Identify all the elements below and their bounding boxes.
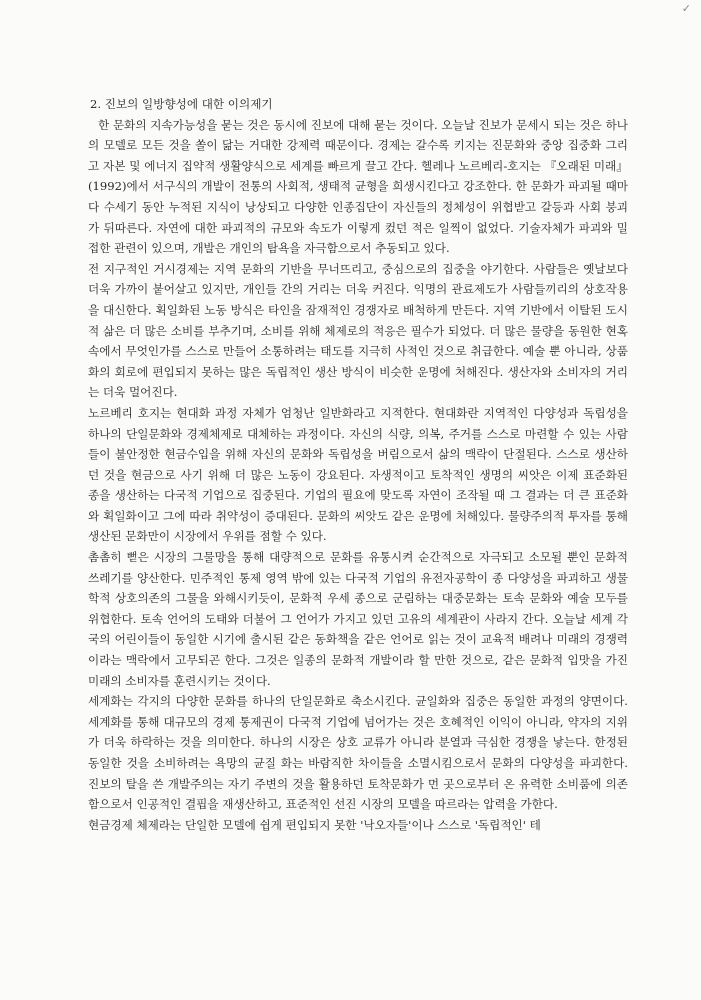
section-heading: 2. 진보의 일방향성에 대한 이의제기 — [90, 97, 273, 111]
document-body — [88, 94, 628, 835]
corner-check-mark: ✓ — [681, 2, 691, 15]
paragraph-5: 세계화는 각지의 다양한 문화를 하나의 단일문화로 축소시킨다. 균일화와 집중은 동일한 과정의 양면이다. 세계화를 통해 대규모의 경제 통제권이 다국적 기업에 넘어가는 것은 호혜적인 이익이 아니라, 약자의 지위가 더욱 하락하는 것을 의미한다. 하나의 시장은 상호 교류가 아니라 분열과 극심한 경쟁을 낳는다. 한정된 동일한 것을 소비하려는 욕망의 균질 화는 바람직한 차이들을 소멸시킴으로서 문화의 다양성을 파괴한다. 진보의 탈을 쓴 개발주의는 자기 주변의 것을 활용하던 토착문화가 먼 곳으로부터 온 유력한 소비품에 의존함으로서 인공적인 결핍을 재생산하고, 표준적인 선진 시장의 모델을 따르라는 압력을 가한다. — [88, 694, 628, 812]
paragraph-2: 전 지구적인 거시경제는 지역 문화의 기반을 무너뜨리고, 중심으로의 집중을 야기한다. 사람들은 옛날보다 더욱 가까이 붙어살고 있지만, 개인들 간의 거리는 더욱 커진다. 익명의 관료제도가 사람들끼리의 상호작용을 대신한다. 획일화된 노동 방식은 타인을 잠재적인 경쟁자로 배척하게 만든다. 지역 기반에서 이탈된 도시적 삶은 더 많은 소비를 부추기며, 소비를 위해 체제로의 적응은 필수가 되었다. 더 많은 물량을 동원한 현혹 속에서 무엇인가를 스스로 만들어 소통하려는 태도를 지극히 사적인 것으로 취급한다. 예술 뿐 아니라, 상품화의 회로에 편입되지 못하는 많은 독립적인 생산 방식이 비슷한 운명에 처해진다. 생산자와 소비자의 거리는 더욱 멀어진다. — [88, 261, 628, 400]
paragraph-1: 한 문화의 지속가능성을 묻는 것은 동시에 진보에 대해 묻는 것이다. 오늘날 진보가 문세시 되는 것은 하나의 모델로 모든 것을 쏠이 닮는 거대한 강제력 때문이다. 경제는 갈수록 키지는 진문화와 중앙 집중화 그리고 자본 및 에너지 집약적 생활양식으로 세계를 빠르게 끌고 간다. 헬레나 노르베리-호지는 『오래된 미래』(1992)에서 서구식의 개발이 전통의 사회적, 생태적 균형을 희생시킨다고 강조한다. 한 문화가 파괴될 때마다 수세기 동안 누적된 지식이 낭상되고 다양한 인종집단이 자신들의 정체성이 위협받고 갈등과 사회 붕괴가 뒤따른다. 자연에 대한 파괴적의 규모와 속도가 이렇게 컸던 적은 일찍이 없었다. 기술자체가 파괴와 밀접한 관련이 있으며, 개발은 개인의 탐욕을 자극함으로서 추동되고 있다. — [88, 117, 628, 256]
paragraph-4: 촘촘히 뻗은 시장의 그물망을 통해 대량적으로 문화를 유통시켜 순간적으로 자극되고 소모될 뿐인 문화적 쓰레기를 양산한다. 민주적인 통제 영역 밖에 있는 다국적 기업의 유전자공학이 종 다양성을 파괴하고 생물학적 상호의존의 그물을 와해시키듯이, 문화적 우세 종으로 군림하는 대중문화는 토속 문화와 예술 모두를 위협한다. 토속 언어의 도태와 더불어 그 언어가 가지고 있던 고유의 세계관이 사라지 간다. 오늘날 세계 각국의 어린이들이 동일한 시기에 출시된 같은 동화책을 같은 언어로 읽는 것이 교육적 배려나 미래의 경쟁력이라는 맥락에서 고무되곤 한다. 그것은 일종의 문화적 개발이라 할 만한 것으로, 같은 문화적 입맛을 가진 미래의 소비자를 훈련시키는 것이다. — [88, 550, 628, 688]
paragraph-3: 노르베리 호지는 현대화 과정 자체가 엄청난 일반화라고 지적한다. 현대화란 지역적인 다양성과 독립성을 하나의 단일문화와 경제체제로 대체하는 과정이다. 자신의 식량, 의복, 주거를 스스로 마련할 수 있는 사람들이 불안정한 현금수입을 위해 자신의 문화와 독립성을 버림으로서 삶의 맥락이 단절된다. 스스로 생산하던 것을 현금으로 사기 위해 더 많은 노동이 강요된다. 자생적이고 토착적인 생명의 씨앗은 이제 표준화된 종을 생산하는 다국적 기업으로 집중된다. 기업의 필요에 맞도록 자연이 조작될 때 그 결과는 더 큰 표준화와 획일화이고 그에 따라 취약성이 증대된다. 문화의 씨앗도 같은 운명에 처해있다. 물량주의적 투자를 통해 생산된 문화만이 시장에서 우위를 점할 수 있다. — [88, 405, 628, 544]
paragraph-6: 현금경제 체제라는 단일한 모델에 쉽게 편입되지 못한 '낙오자들'이나 스스로 '독립적인' 테 — [88, 817, 541, 832]
